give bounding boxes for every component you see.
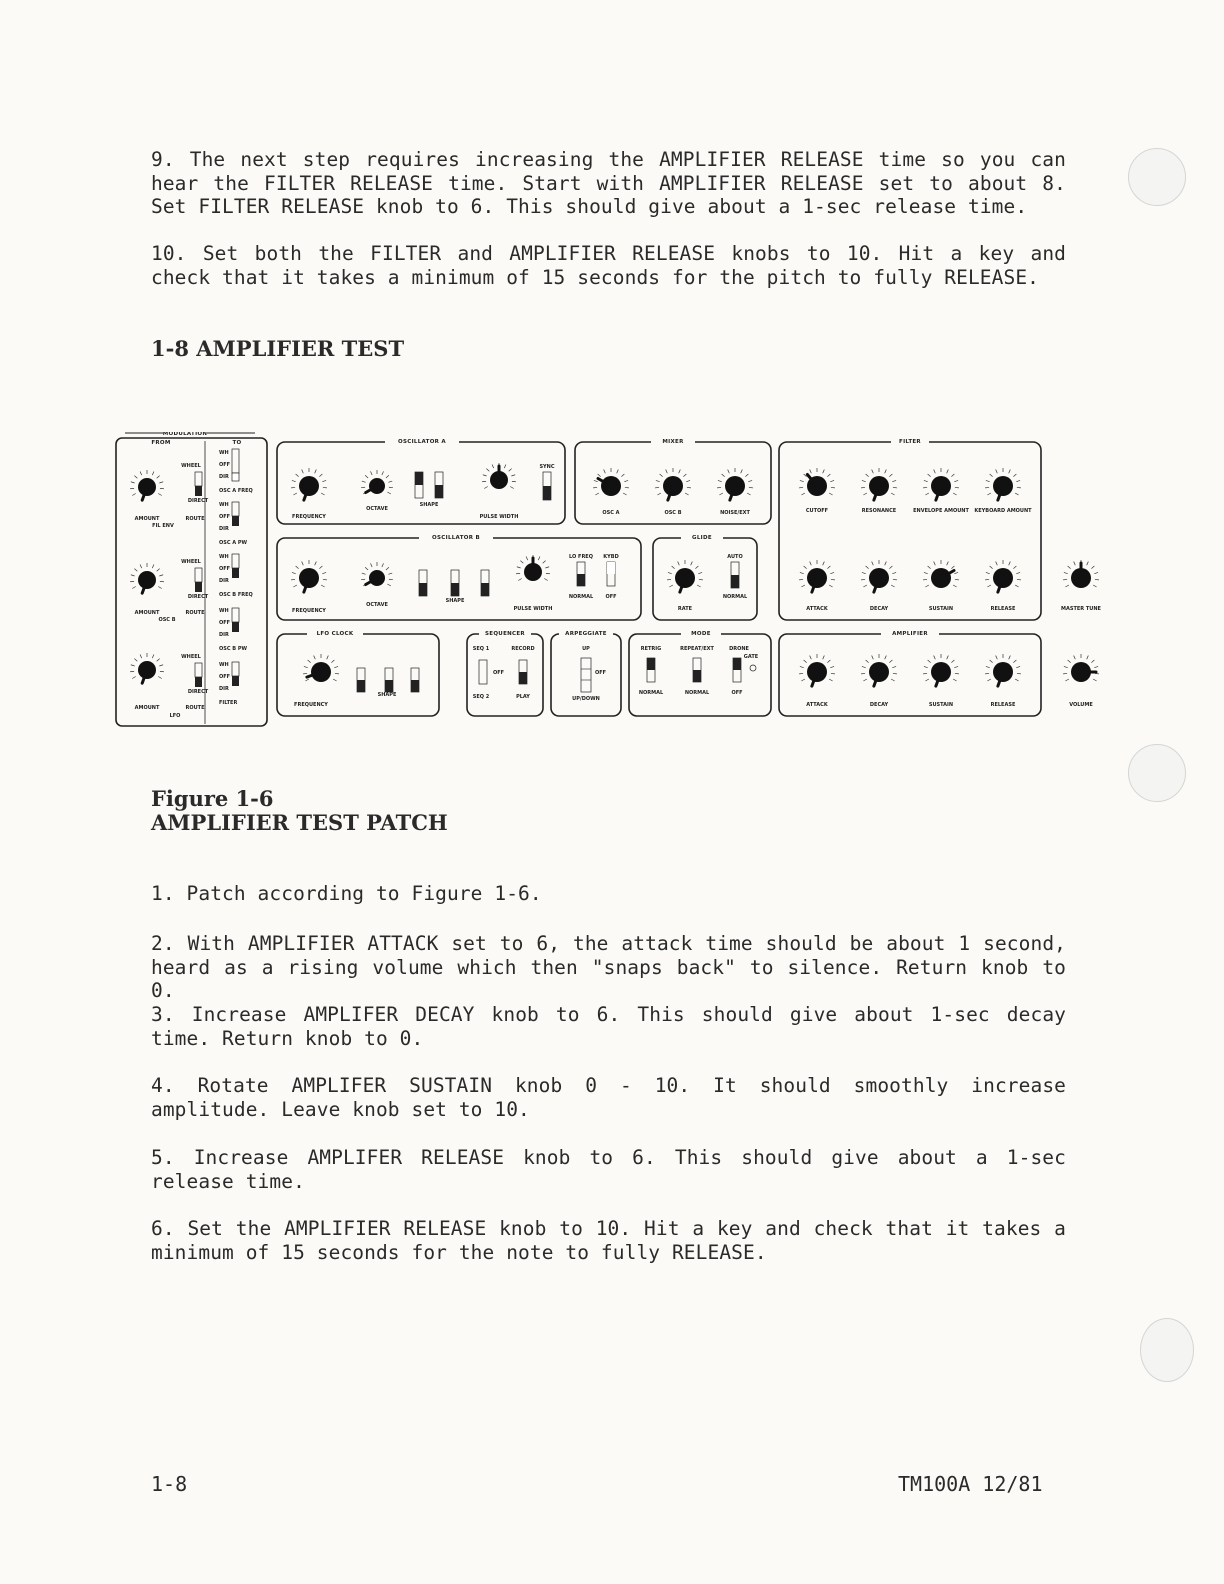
svg-text:OSC B FREQ: OSC B FREQ — [219, 592, 253, 598]
svg-text:DIRECT: DIRECT — [187, 498, 209, 504]
svg-text:VOLUME: VOLUME — [1069, 702, 1093, 708]
svg-text:OFF: OFF — [595, 670, 607, 676]
knob-amplifier-sustain — [923, 654, 959, 686]
svg-text:OFF: OFF — [219, 462, 231, 468]
svg-text:FILTER: FILTER — [219, 700, 238, 706]
knob-osc-a-frequency — [291, 468, 327, 500]
step-5: 5. Increase AMPLIFER RELEASE knob to 6. This should give about a 1-sec release time. — [151, 1146, 1066, 1193]
svg-text:WHEEL: WHEEL — [181, 559, 201, 565]
step-2: 2. With AMPLIFIER ATTACK set to 6, the attack time should be about 1 second, heard as a rising volume which then "snaps back" to silence. Return knob to 0. — [151, 932, 1066, 1002]
knob-mixer-osc-a — [593, 468, 629, 496]
svg-text:OFF: OFF — [219, 620, 231, 626]
svg-text:OFF: OFF — [731, 690, 743, 696]
knob-osc-b-frequency — [291, 560, 327, 592]
svg-text:AMOUNT: AMOUNT — [134, 610, 160, 616]
svg-text:PLAY: PLAY — [516, 694, 530, 700]
svg-text:WH: WH — [219, 450, 229, 456]
svg-text:OSC A FREQ: OSC A FREQ — [219, 488, 253, 494]
svg-text:SEQ 1: SEQ 1 — [472, 646, 490, 652]
modulation-section — [116, 432, 267, 726]
to-label: TO — [232, 440, 242, 446]
knob-filter-attack — [799, 560, 835, 592]
svg-text:DECAY: DECAY — [869, 702, 889, 708]
svg-text:DIRECT: DIRECT — [187, 594, 209, 600]
svg-text:KEYBOARD AMOUNT: KEYBOARD AMOUNT — [974, 508, 1032, 514]
svg-text:UP/DOWN: UP/DOWN — [572, 696, 600, 702]
svg-text:OSC B PW: OSC B PW — [219, 646, 247, 652]
svg-text:SHAPE: SHAPE — [377, 692, 397, 698]
svg-text:RELEASE: RELEASE — [990, 606, 1016, 612]
step-3: 3. Increase AMPLIFER DECAY knob to 6. This should give about 1-sec decay time. Return knob to 0. — [151, 1003, 1066, 1050]
svg-text:DIR: DIR — [219, 526, 229, 532]
svg-text:OFF: OFF — [219, 674, 231, 680]
section-heading: 1-8 AMPLIFIER TEST — [151, 336, 405, 361]
knob-fil-env-amount — [130, 470, 164, 500]
svg-text:SYNC: SYNC — [539, 464, 555, 470]
page-number: 1-8 — [151, 1472, 188, 1496]
svg-text:LO FREQ: LO FREQ — [569, 554, 593, 560]
svg-text:OSC B: OSC B — [158, 617, 176, 623]
svg-text:NORMAL: NORMAL — [684, 690, 710, 696]
knob-filter-decay — [861, 560, 897, 592]
from-label: FROM — [151, 440, 171, 446]
svg-text:OFF: OFF — [605, 594, 617, 600]
svg-text:SHAPE: SHAPE — [445, 598, 465, 604]
svg-text:DIR: DIR — [219, 686, 229, 692]
paragraph-9: 9. The next step requires increasing the AMPLIFIER RELEASE time so you can hear the FILTER RELEASE time. Start with AMPLIFIER RELEASE set to about 8. Set FILTER RELEASE knob to 6. This should give about a 1-sec release time. — [151, 148, 1066, 218]
svg-text:MASTER TUNE: MASTER TUNE — [1061, 606, 1101, 612]
paragraph-10: 10. Set both the FILTER and AMPLIFIER RELEASE knobs to 10. Hit a key and check that it takes a minimum of 15 seconds for the pitch to fully RELEASE. — [151, 242, 1066, 289]
document-code: TM100A 12/81 — [898, 1472, 1043, 1496]
modulation-label: MODULATION — [162, 432, 208, 437]
svg-text:WHEEL: WHEEL — [181, 463, 201, 469]
binder-hole-bottom — [1140, 1318, 1194, 1382]
svg-text:DIR: DIR — [219, 474, 229, 480]
svg-text:WHEEL: WHEEL — [181, 654, 201, 660]
knob-lfo-amount — [130, 653, 164, 683]
knob-osc-a-pulse-width — [482, 463, 516, 489]
svg-text:FIL ENV: FIL ENV — [152, 523, 174, 529]
svg-text:OFF: OFF — [219, 566, 231, 572]
master-tune-knob — [1063, 560, 1099, 588]
step-6: 6. Set the AMPLIFIER RELEASE knob to 10. Hit a key and check that it takes a minimum of 15 seconds for the note to fully RELEASE. — [151, 1217, 1066, 1264]
svg-text:UP: UP — [582, 646, 590, 652]
svg-text:SHAPE: SHAPE — [419, 502, 439, 508]
step-1: 1. Patch according to Figure 1-6. — [151, 882, 542, 905]
svg-text:SUSTAIN: SUSTAIN — [928, 702, 954, 708]
svg-text:RECORD: RECORD — [511, 646, 535, 652]
svg-text:AMOUNT: AMOUNT — [134, 516, 160, 522]
svg-text:OCTAVE: OCTAVE — [366, 602, 388, 608]
svg-text:ROUTE: ROUTE — [185, 516, 205, 522]
svg-text:RETRIG: RETRIG — [640, 646, 662, 652]
knob-filter-sustain — [923, 560, 959, 588]
svg-text:DECAY: DECAY — [869, 606, 889, 612]
knob-filter-envelope-amount — [923, 468, 959, 500]
svg-text:PULSE WIDTH: PULSE WIDTH — [513, 606, 553, 612]
knob-lfo-frequency — [303, 654, 339, 682]
svg-text:OSC A: OSC A — [602, 510, 620, 516]
svg-text:RATE: RATE — [677, 606, 693, 612]
svg-text:DIR: DIR — [219, 578, 229, 584]
svg-text:DIRECT: DIRECT — [187, 689, 209, 695]
svg-text:WH: WH — [219, 608, 229, 614]
svg-text:ATTACK: ATTACK — [806, 606, 828, 612]
filter-section — [779, 435, 1041, 620]
svg-text:FILTER: FILTER — [899, 439, 921, 445]
knob-osc-a-octave — [361, 470, 393, 494]
volume-knob — [1063, 654, 1099, 682]
svg-text:NORMAL: NORMAL — [638, 690, 664, 696]
knob-filter-release — [985, 560, 1021, 592]
svg-text:OFF: OFF — [493, 670, 505, 676]
svg-text:GATE: GATE — [743, 654, 759, 660]
knob-mixer-osc-b — [655, 468, 691, 500]
svg-text:DRONE: DRONE — [729, 646, 749, 652]
knob-osc-b-octave — [361, 562, 393, 586]
knob-osc-b-pulse-width — [516, 555, 550, 581]
svg-text:NORMAL: NORMAL — [568, 594, 594, 600]
arpeggiate-section — [551, 627, 621, 716]
oscillator-a-section — [277, 435, 565, 524]
knob-mixer-noise — [717, 468, 753, 500]
svg-text:MODE: MODE — [691, 631, 711, 637]
svg-text:SEQUENCER: SEQUENCER — [485, 631, 525, 637]
oscillator-b-section — [277, 531, 641, 620]
svg-text:OFF: OFF — [219, 514, 231, 520]
svg-text:AMPLIFIER: AMPLIFIER — [892, 631, 928, 637]
svg-text:SUSTAIN: SUSTAIN — [928, 606, 954, 612]
svg-text:AUTO: AUTO — [727, 554, 743, 560]
knob-amplifier-attack — [799, 654, 835, 686]
svg-text:ARPEGGIATE: ARPEGGIATE — [565, 631, 607, 637]
svg-text:OSC B: OSC B — [664, 510, 682, 516]
svg-text:OSCILLATOR A: OSCILLATOR A — [398, 439, 446, 445]
svg-text:WH: WH — [219, 502, 229, 508]
svg-text:LFO CLOCK: LFO CLOCK — [316, 631, 354, 637]
svg-text:LFO: LFO — [169, 713, 181, 719]
svg-text:NORMAL: NORMAL — [722, 594, 748, 600]
svg-text:FREQUENCY: FREQUENCY — [292, 608, 326, 614]
knob-osc-b-amount — [130, 563, 164, 593]
mixer-section — [575, 435, 771, 524]
svg-text:RELEASE: RELEASE — [990, 702, 1016, 708]
mode-section — [629, 627, 771, 716]
knob-filter-keyboard-amount — [985, 468, 1021, 500]
svg-text:OSCILLATOR B: OSCILLATOR B — [432, 535, 480, 541]
svg-text:ATTACK: ATTACK — [806, 702, 828, 708]
binder-hole-top — [1128, 148, 1186, 206]
amplifier-section — [779, 627, 1041, 716]
knob-amplifier-decay — [861, 654, 897, 686]
svg-text:FREQUENCY: FREQUENCY — [292, 514, 326, 520]
svg-text:ROUTE: ROUTE — [185, 610, 205, 616]
svg-text:PULSE WIDTH: PULSE WIDTH — [479, 514, 519, 520]
svg-text:CUTOFF: CUTOFF — [805, 508, 829, 514]
svg-text:WH: WH — [219, 554, 229, 560]
figure-caption: AMPLIFIER TEST PATCH — [151, 810, 448, 835]
svg-text:WH: WH — [219, 662, 229, 668]
svg-text:DIR: DIR — [219, 632, 229, 638]
figure-number: Figure 1-6 — [151, 786, 274, 811]
binder-hole-middle — [1128, 744, 1186, 802]
svg-text:NOISE/EXT: NOISE/EXT — [720, 510, 750, 516]
knob-glide-rate — [667, 560, 703, 592]
glide-section — [653, 531, 757, 620]
svg-text:FREQUENCY: FREQUENCY — [294, 702, 328, 708]
svg-text:RESONANCE: RESONANCE — [861, 508, 897, 514]
svg-text:ROUTE: ROUTE — [185, 705, 205, 711]
svg-text:GLIDE: GLIDE — [692, 535, 712, 541]
svg-text:OCTAVE: OCTAVE — [366, 506, 388, 512]
amplifier-test-patch-diagram — [115, 432, 1105, 732]
svg-text:ENVELOPE AMOUNT: ENVELOPE AMOUNT — [913, 508, 969, 514]
knob-filter-cutoff — [799, 468, 835, 496]
svg-text:OSC A PW: OSC A PW — [219, 540, 248, 546]
knob-filter-resonance — [861, 468, 897, 500]
lfo-clock-section — [277, 627, 439, 716]
svg-text:AMOUNT: AMOUNT — [134, 705, 160, 711]
knob-amplifier-release — [985, 654, 1021, 686]
svg-text:MIXER: MIXER — [662, 439, 684, 445]
svg-text:REPEAT/EXT: REPEAT/EXT — [680, 646, 714, 652]
svg-text:KYBD: KYBD — [603, 554, 619, 560]
sequencer-section — [467, 627, 543, 716]
step-4: 4. Rotate AMPLIFER SUSTAIN knob 0 - 10. It should smoothly increase amplitude. Leave knob set to 10. — [151, 1074, 1066, 1121]
svg-text:SEQ 2: SEQ 2 — [472, 694, 490, 700]
